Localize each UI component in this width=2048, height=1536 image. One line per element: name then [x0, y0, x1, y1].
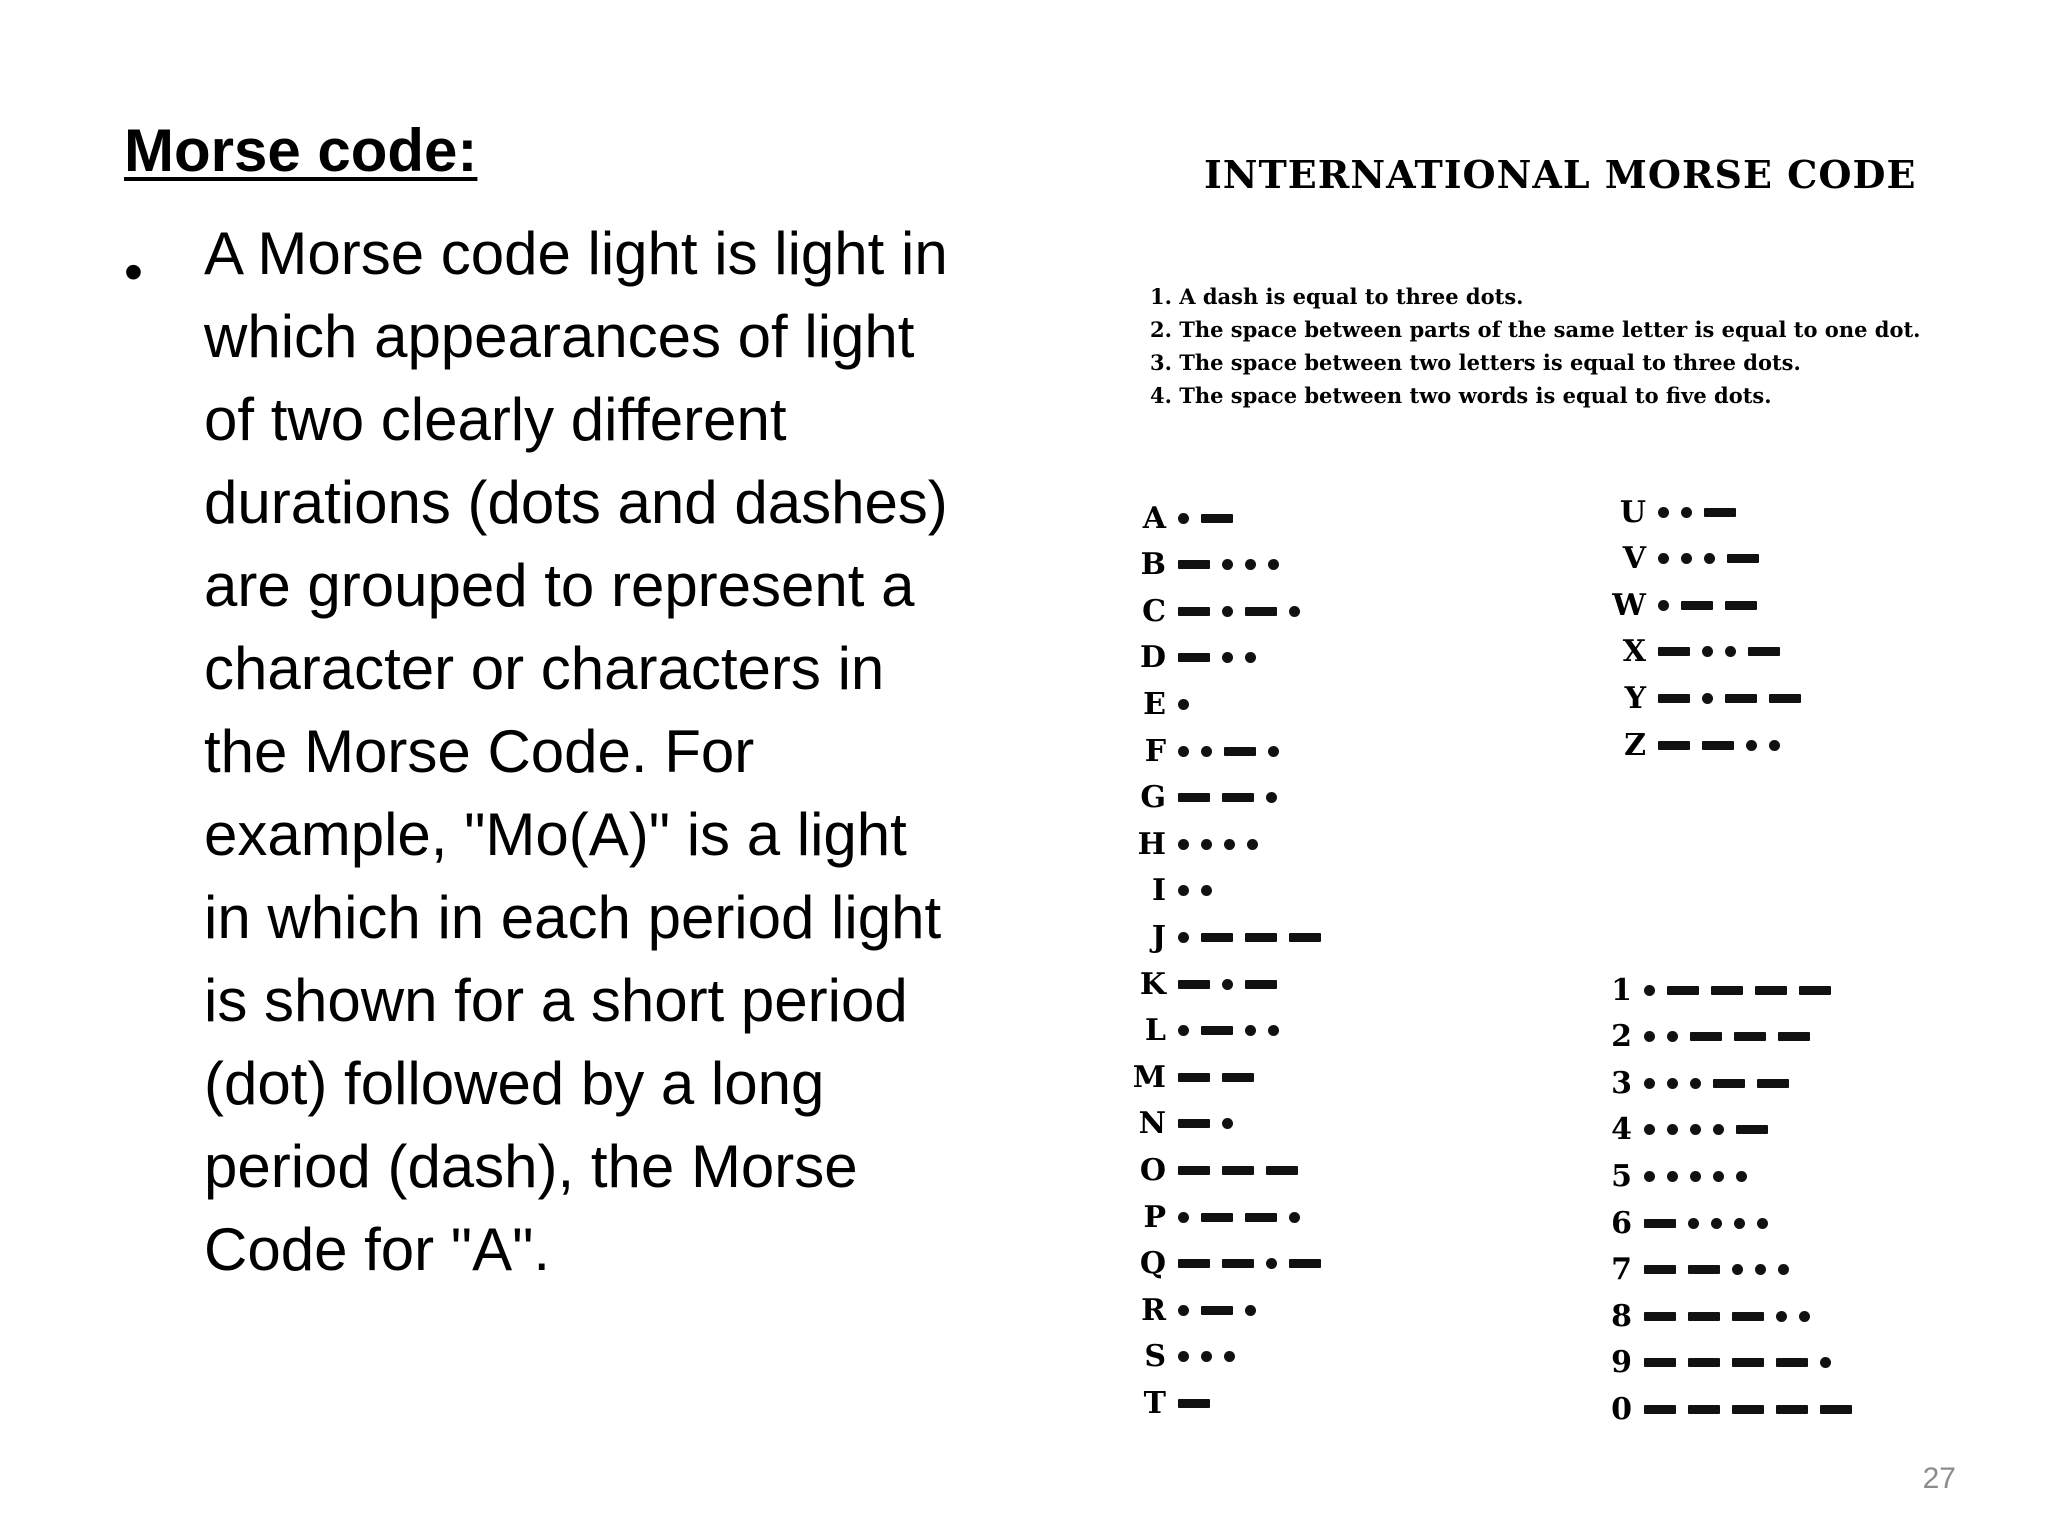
morse-row-g: [1130, 778, 1283, 818]
morse-row-0: [1596, 1389, 1858, 1429]
morse-character: 4: [1611, 1112, 1632, 1148]
dot-symbol: [1778, 1264, 1789, 1275]
morse-symbols: [1172, 606, 1306, 617]
dot-symbol: [1245, 1305, 1256, 1316]
morse-character: O: [1139, 1152, 1166, 1188]
morse-symbols: [1638, 1405, 1858, 1414]
morse-symbols: [1172, 699, 1195, 710]
dash-symbol: [1224, 747, 1256, 756]
dash-symbol: [1245, 1213, 1277, 1222]
dot-symbol: [1667, 1078, 1678, 1089]
dot-symbol: [1732, 1264, 1743, 1275]
morse-row-e: [1130, 684, 1195, 724]
dot-symbol: [1713, 1171, 1724, 1182]
morse-row-s: [1130, 1337, 1241, 1377]
morse-rule: 2. The space between parts of the same letter is equal to one dot.: [1150, 317, 1921, 342]
dot-symbol: [1667, 1124, 1678, 1135]
dot-symbol: [1711, 1218, 1722, 1229]
morse-row-5: [1596, 1156, 1753, 1196]
bullet-text-line: durations (dots and dashes): [204, 469, 948, 536]
morse-symbols: [1652, 507, 1742, 518]
bullet-text-line: is shown for a short period: [204, 967, 908, 1034]
dash-symbol: [1732, 1405, 1764, 1414]
morse-row-p: [1130, 1197, 1306, 1237]
morse-character: P: [1143, 1199, 1166, 1235]
morse-symbols: [1172, 559, 1285, 570]
dash-symbol: [1748, 647, 1780, 656]
dot-symbol: [1658, 507, 1669, 518]
dot-symbol: [1268, 559, 1279, 570]
morse-symbols: [1638, 1031, 1816, 1042]
dot-symbol: [1704, 553, 1715, 564]
dot-symbol: [1268, 1025, 1279, 1036]
page-number: 27: [1922, 1462, 1956, 1495]
dot-symbol: [1178, 513, 1189, 524]
dot-symbol: [1201, 746, 1212, 757]
dash-symbol: [1644, 1358, 1676, 1367]
morse-row-3: [1596, 1063, 1795, 1103]
morse-row-i: [1130, 871, 1218, 911]
morse-character: M: [1132, 1059, 1166, 1095]
dash-symbol: [1704, 508, 1736, 517]
dash-symbol: [1732, 1358, 1764, 1367]
dash-symbol: [1201, 1026, 1233, 1035]
morse-character: X: [1622, 634, 1646, 670]
dot-symbol: [1702, 693, 1713, 704]
morse-character: Q: [1139, 1246, 1166, 1282]
dot-symbol: [1690, 1171, 1701, 1182]
dash-symbol: [1688, 1405, 1720, 1414]
morse-row-8: [1596, 1296, 1816, 1336]
dash-symbol: [1688, 1312, 1720, 1321]
morse-symbols: [1652, 740, 1786, 751]
dash-symbol: [1201, 1213, 1233, 1222]
dash-symbol: [1667, 986, 1699, 995]
dash-symbol: [1644, 1265, 1676, 1274]
dot-symbol: [1222, 652, 1233, 663]
morse-symbols: [1172, 885, 1218, 896]
morse-character: 5: [1611, 1158, 1632, 1194]
morse-symbols: [1172, 792, 1283, 803]
dot-symbol: [1224, 839, 1235, 850]
dash-symbol: [1201, 514, 1233, 523]
dot-symbol: [1799, 1311, 1810, 1322]
dot-symbol: [1268, 746, 1279, 757]
morse-row-9: [1596, 1343, 1837, 1383]
dash-symbol: [1799, 986, 1831, 995]
dot-symbol: [1658, 553, 1669, 564]
morse-row-6: [1596, 1203, 1774, 1243]
morse-symbols: [1652, 693, 1807, 704]
bullet-text-line: example, "Mo(A)" is a light: [204, 801, 907, 868]
dot-symbol: [1247, 839, 1258, 850]
morse-row-o: [1130, 1150, 1304, 1190]
morse-symbols: [1172, 1073, 1260, 1082]
dash-symbol: [1725, 601, 1757, 610]
morse-character: 6: [1611, 1205, 1632, 1241]
dash-symbol: [1658, 741, 1690, 750]
dot-symbol: [1224, 1351, 1235, 1362]
dot-symbol: [1178, 699, 1189, 710]
morse-character: F: [1144, 733, 1166, 769]
morse-character: W: [1612, 587, 1646, 623]
bullet-text-line: Code for "A".: [204, 1216, 551, 1283]
dash-symbol: [1736, 1125, 1768, 1134]
dot-symbol: [1245, 559, 1256, 570]
dot-symbol: [1644, 985, 1655, 996]
morse-rule: 1. A dash is equal to three dots.: [1150, 284, 1524, 309]
morse-row-r: [1130, 1290, 1262, 1330]
morse-character: J: [1151, 919, 1166, 955]
morse-symbols: [1638, 1264, 1795, 1275]
bullet-text: [204, 212, 1004, 1291]
morse-row-y: [1610, 678, 1807, 718]
dash-symbol: [1778, 1032, 1810, 1041]
dot-symbol: [1776, 1311, 1787, 1322]
bullet-text-line: character or characters in: [204, 635, 885, 702]
dot-symbol: [1289, 606, 1300, 617]
dash-symbol: [1245, 933, 1277, 942]
dot-symbol: [1266, 792, 1277, 803]
dash-symbol: [1289, 1259, 1321, 1268]
morse-rule: 3. The space between two letters is equal to three dots.: [1150, 350, 1801, 375]
morse-row-4: [1596, 1110, 1774, 1150]
dash-symbol: [1658, 694, 1690, 703]
morse-character: S: [1144, 1339, 1166, 1375]
dot-symbol: [1690, 1124, 1701, 1135]
dot-symbol: [1178, 1305, 1189, 1316]
dot-symbol: [1688, 1218, 1699, 1229]
morse-character: I: [1151, 873, 1166, 909]
morse-symbols: [1652, 553, 1765, 564]
dot-symbol: [1245, 652, 1256, 663]
dash-symbol: [1688, 1358, 1720, 1367]
dot-symbol: [1734, 1218, 1745, 1229]
dash-symbol: [1178, 793, 1210, 802]
dot-symbol: [1644, 1078, 1655, 1089]
dot-symbol: [1713, 1124, 1724, 1135]
morse-row-1: [1596, 970, 1837, 1010]
morse-row-l: [1130, 1011, 1285, 1051]
morse-symbols: [1172, 1025, 1285, 1036]
dot-symbol: [1736, 1171, 1747, 1182]
morse-symbols: [1172, 652, 1262, 663]
morse-character: L: [1144, 1013, 1166, 1049]
dash-symbol: [1178, 653, 1210, 662]
morse-symbols: [1638, 1218, 1774, 1229]
dash-symbol: [1725, 694, 1757, 703]
morse-symbols: [1172, 979, 1283, 990]
morse-row-w: [1610, 585, 1763, 625]
dash-symbol: [1757, 1079, 1789, 1088]
morse-row-q: [1130, 1244, 1327, 1284]
morse-row-t: [1130, 1383, 1216, 1423]
morse-row-d: [1130, 638, 1262, 678]
dash-symbol: [1776, 1358, 1808, 1367]
dot-symbol: [1201, 1351, 1212, 1362]
morse-character: T: [1143, 1385, 1166, 1421]
dash-symbol: [1769, 694, 1801, 703]
dot-symbol: [1178, 1025, 1189, 1036]
morse-symbols: [1172, 1305, 1262, 1316]
dot-symbol: [1289, 1212, 1300, 1223]
morse-character: V: [1622, 541, 1646, 577]
morse-character: N: [1138, 1106, 1166, 1142]
dot-symbol: [1178, 885, 1189, 896]
morse-symbols: [1172, 746, 1285, 757]
dot-symbol: [1178, 746, 1189, 757]
bullet-text-line: are grouped to represent a: [204, 552, 915, 619]
dash-symbol: [1178, 607, 1210, 616]
dash-symbol: [1178, 1119, 1210, 1128]
morse-character: U: [1619, 494, 1646, 530]
dash-symbol: [1178, 1399, 1210, 1408]
morse-row-2: [1596, 1017, 1816, 1057]
morse-symbols: [1638, 1171, 1753, 1182]
morse-row-b: [1130, 545, 1285, 585]
morse-row-m: [1130, 1057, 1260, 1097]
dash-symbol: [1178, 1166, 1210, 1175]
dash-symbol: [1755, 986, 1787, 995]
dash-symbol: [1178, 980, 1210, 989]
dot-symbol: [1757, 1218, 1768, 1229]
morse-row-7: [1596, 1250, 1795, 1290]
dot-symbol: [1222, 1118, 1233, 1129]
dot-symbol: [1681, 507, 1692, 518]
morse-symbols: [1652, 646, 1786, 657]
dot-symbol: [1222, 979, 1233, 990]
morse-symbols: [1638, 1311, 1816, 1322]
morse-symbols: [1172, 932, 1327, 943]
morse-symbols: [1638, 1357, 1837, 1368]
dash-symbol: [1776, 1405, 1808, 1414]
morse-symbols: [1652, 600, 1763, 611]
morse-character: 1: [1611, 972, 1632, 1008]
morse-symbols: [1172, 1399, 1216, 1408]
morse-character: 3: [1611, 1065, 1632, 1101]
morse-symbols: [1172, 1351, 1241, 1362]
dot-symbol: [1644, 1031, 1655, 1042]
morse-symbols: [1172, 513, 1239, 524]
dash-symbol: [1644, 1312, 1676, 1321]
dash-symbol: [1702, 741, 1734, 750]
dash-symbol: [1727, 554, 1759, 563]
morse-character: G: [1140, 780, 1166, 816]
dash-symbol: [1178, 1259, 1210, 1268]
morse-character: Y: [1624, 680, 1646, 716]
morse-character: 7: [1611, 1252, 1632, 1288]
morse-chart-title: INTERNATIONAL MORSE CODE: [1204, 152, 1917, 197]
dash-symbol: [1178, 560, 1210, 569]
dash-symbol: [1690, 1032, 1722, 1041]
dash-symbol: [1644, 1219, 1676, 1228]
morse-character: D: [1139, 640, 1166, 676]
dash-symbol: [1266, 1166, 1298, 1175]
morse-rules-list: [1150, 280, 1920, 412]
morse-symbols: [1172, 839, 1264, 850]
morse-symbols: [1638, 1078, 1795, 1089]
dot-symbol: [1201, 839, 1212, 850]
bullet-text-line: period (dash), the Morse: [204, 1133, 858, 1200]
dot-symbol: [1667, 1031, 1678, 1042]
morse-row-j: [1130, 917, 1327, 957]
dash-symbol: [1820, 1405, 1852, 1414]
morse-character: 9: [1611, 1345, 1632, 1381]
morse-character: A: [1142, 500, 1166, 536]
bullet-text-line: in which in each period light: [204, 884, 942, 951]
morse-row-k: [1130, 964, 1283, 1004]
morse-row-c: [1130, 591, 1306, 631]
dot-symbol: [1725, 646, 1736, 657]
dash-symbol: [1201, 1306, 1233, 1315]
slide-title: Morse code:: [124, 117, 478, 184]
bullet-text-line: of two clearly different: [204, 386, 787, 453]
dash-symbol: [1734, 1032, 1766, 1041]
dash-symbol: [1222, 1166, 1254, 1175]
dash-symbol: [1732, 1312, 1764, 1321]
morse-character: H: [1137, 826, 1166, 862]
morse-character: B: [1140, 547, 1166, 583]
morse-symbols: [1638, 1124, 1774, 1135]
dot-symbol: [1201, 885, 1212, 896]
dot-symbol: [1178, 1212, 1189, 1223]
dash-symbol: [1681, 601, 1713, 610]
morse-symbols: [1172, 1258, 1327, 1269]
bullet-text-line: the Morse Code. For: [204, 718, 755, 785]
dot-symbol: [1178, 1351, 1189, 1362]
morse-row-u: [1610, 492, 1742, 532]
dash-symbol: [1688, 1265, 1720, 1274]
dot-symbol: [1690, 1078, 1701, 1089]
morse-character: C: [1142, 593, 1166, 629]
dot-symbol: [1820, 1357, 1831, 1368]
dot-symbol: [1178, 932, 1189, 943]
dash-symbol: [1644, 1405, 1676, 1414]
dot-symbol: [1266, 1258, 1277, 1269]
morse-row-v: [1610, 539, 1765, 579]
morse-rule: 4. The space between two words is equal to five dots.: [1150, 383, 1772, 408]
dot-symbol: [1222, 559, 1233, 570]
morse-row-x: [1610, 632, 1786, 672]
dash-symbol: [1711, 986, 1743, 995]
morse-row-h: [1130, 824, 1264, 864]
dot-symbol: [1755, 1264, 1766, 1275]
morse-character: 0: [1611, 1391, 1632, 1427]
morse-symbols: [1172, 1166, 1304, 1175]
dash-symbol: [1289, 933, 1321, 942]
morse-character: K: [1139, 966, 1166, 1002]
morse-character: R: [1141, 1292, 1166, 1328]
dot-symbol: [1746, 740, 1757, 751]
dash-symbol: [1222, 1259, 1254, 1268]
morse-character: 2: [1611, 1019, 1632, 1055]
dot-symbol: [1644, 1124, 1655, 1135]
morse-code-chart: [1130, 140, 1950, 1440]
dot-symbol: [1222, 606, 1233, 617]
dash-symbol: [1222, 1073, 1254, 1082]
dot-symbol: [1769, 740, 1780, 751]
dash-symbol: [1658, 647, 1690, 656]
dot-symbol: [1681, 553, 1692, 564]
morse-row-a: [1130, 498, 1239, 538]
dot-symbol: [1702, 646, 1713, 657]
dash-symbol: [1178, 1073, 1210, 1082]
dash-symbol: [1222, 793, 1254, 802]
dot-symbol: [1658, 600, 1669, 611]
morse-row-n: [1130, 1104, 1239, 1144]
dot-symbol: [1667, 1171, 1678, 1182]
dash-symbol: [1245, 980, 1277, 989]
dash-symbol: [1201, 933, 1233, 942]
morse-character: 8: [1611, 1298, 1632, 1334]
bullet-text-line: which appearances of light: [204, 303, 915, 370]
morse-symbols: [1172, 1212, 1306, 1223]
dash-symbol: [1713, 1079, 1745, 1088]
morse-row-z: [1610, 725, 1786, 765]
morse-symbols: [1172, 1118, 1239, 1129]
bullet-text-line: (dot) followed by a long: [204, 1050, 825, 1117]
dot-symbol: [1644, 1171, 1655, 1182]
dash-symbol: [1245, 607, 1277, 616]
morse-row-f: [1130, 731, 1285, 771]
bullet-marker: •: [124, 242, 143, 302]
dot-symbol: [1245, 1025, 1256, 1036]
bullet-text-line: A Morse code light is light in: [204, 220, 948, 287]
morse-symbols: [1638, 985, 1837, 996]
morse-character: Z: [1624, 727, 1646, 763]
dot-symbol: [1178, 839, 1189, 850]
morse-character: E: [1143, 686, 1166, 722]
